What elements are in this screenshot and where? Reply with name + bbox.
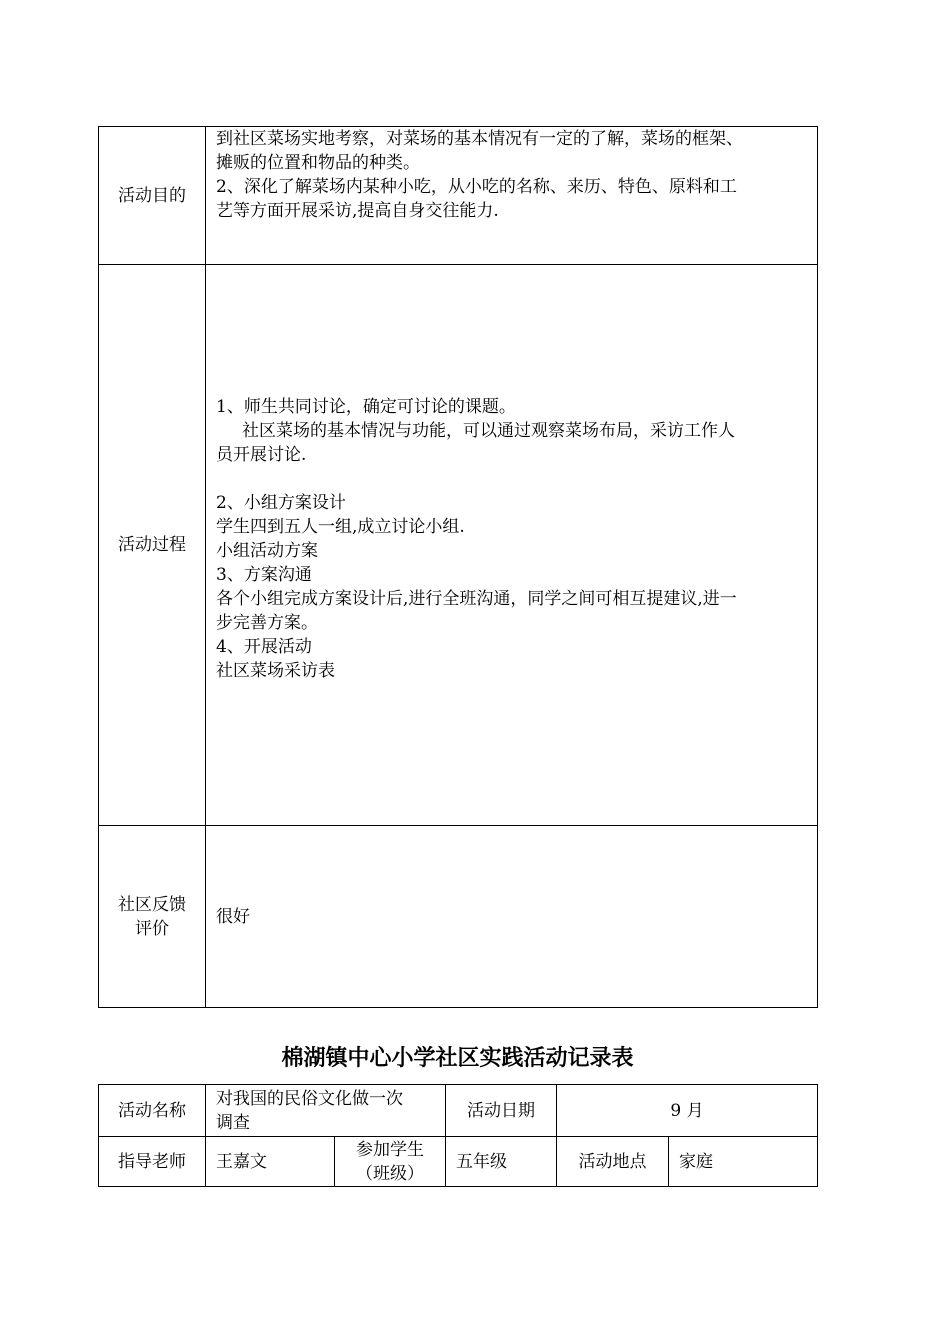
process-content bbox=[206, 265, 818, 826]
process-line: 小组活动方案 bbox=[216, 540, 318, 561]
process-row bbox=[99, 265, 818, 826]
purpose-content bbox=[206, 127, 818, 265]
process-line: 各个小组完成方案设计后,进行全班沟通，同学之间可相互提建议,进一 bbox=[216, 588, 737, 609]
purpose-label: 活动目的 bbox=[99, 127, 206, 265]
info-row-2 bbox=[99, 1137, 818, 1187]
activity-date-value: 9 月 bbox=[557, 1085, 818, 1137]
students-value: 五年级 bbox=[446, 1137, 557, 1187]
activity-record-table bbox=[98, 126, 818, 1008]
purpose-line: 摊贩的位置和物品的种类。 bbox=[216, 153, 420, 173]
activity-name-label: 活动名称 bbox=[99, 1085, 206, 1137]
students-label-line: （班级） bbox=[356, 1163, 424, 1184]
purpose-line: 艺等方面开展采访,提高自身交往能力. bbox=[216, 201, 499, 221]
purpose-row bbox=[99, 127, 818, 265]
location-label: 活动地点 bbox=[557, 1137, 669, 1187]
process-line: 学生四到五人一组,成立讨论小组. bbox=[216, 516, 465, 537]
feedback-value bbox=[206, 826, 818, 1008]
process-line: 1、师生共同讨论，确定可讨论的课题。 bbox=[216, 396, 516, 417]
page-title: 棉湖镇中心小学社区实践活动记录表 bbox=[281, 1046, 634, 1071]
activity-name-value bbox=[206, 1085, 446, 1137]
process-line: 4、开展活动 bbox=[216, 636, 312, 657]
location-value: 家庭 bbox=[669, 1137, 818, 1187]
feedback-label-line: 评价 bbox=[135, 918, 169, 939]
process-label: 活动过程 bbox=[99, 265, 206, 826]
activity-name-line: 调查 bbox=[216, 1112, 250, 1133]
feedback-row bbox=[99, 826, 818, 1008]
activity-name-line: 对我国的民俗文化做一次 bbox=[216, 1088, 403, 1109]
info-row-1 bbox=[99, 1085, 818, 1137]
process-line bbox=[216, 467, 811, 491]
purpose-line: 到社区菜场实地考察，对菜场的基本情况有一定的了解，菜场的框架、 bbox=[216, 129, 743, 149]
process-line: 社区菜场采访表 bbox=[216, 660, 335, 681]
process-line: 3、方案沟通 bbox=[216, 564, 312, 585]
teacher-label: 指导老师 bbox=[99, 1137, 206, 1187]
process-line: 步完善方案。 bbox=[216, 612, 318, 633]
process-line: 社区菜场的基本情况与功能，可以通过观察菜场布局，采访工作人 bbox=[242, 420, 735, 441]
feedback-label-line: 社区反馈 bbox=[118, 894, 186, 915]
process-line: 员开展讨论. bbox=[216, 444, 307, 465]
activity-info-table bbox=[98, 1084, 818, 1187]
students-label bbox=[335, 1137, 446, 1187]
students-label-line: 参加学生 bbox=[356, 1139, 424, 1160]
feedback-text: 很好 bbox=[216, 906, 250, 927]
feedback-label bbox=[99, 826, 206, 1008]
activity-date-label: 活动日期 bbox=[446, 1085, 557, 1137]
purpose-line: 2、深化了解菜场内某种小吃，从小吃的名称、来历、特色、原料和工 bbox=[216, 177, 737, 197]
process-line: 2、小组方案设计 bbox=[216, 492, 346, 513]
teacher-value: 王嘉文 bbox=[206, 1137, 335, 1187]
